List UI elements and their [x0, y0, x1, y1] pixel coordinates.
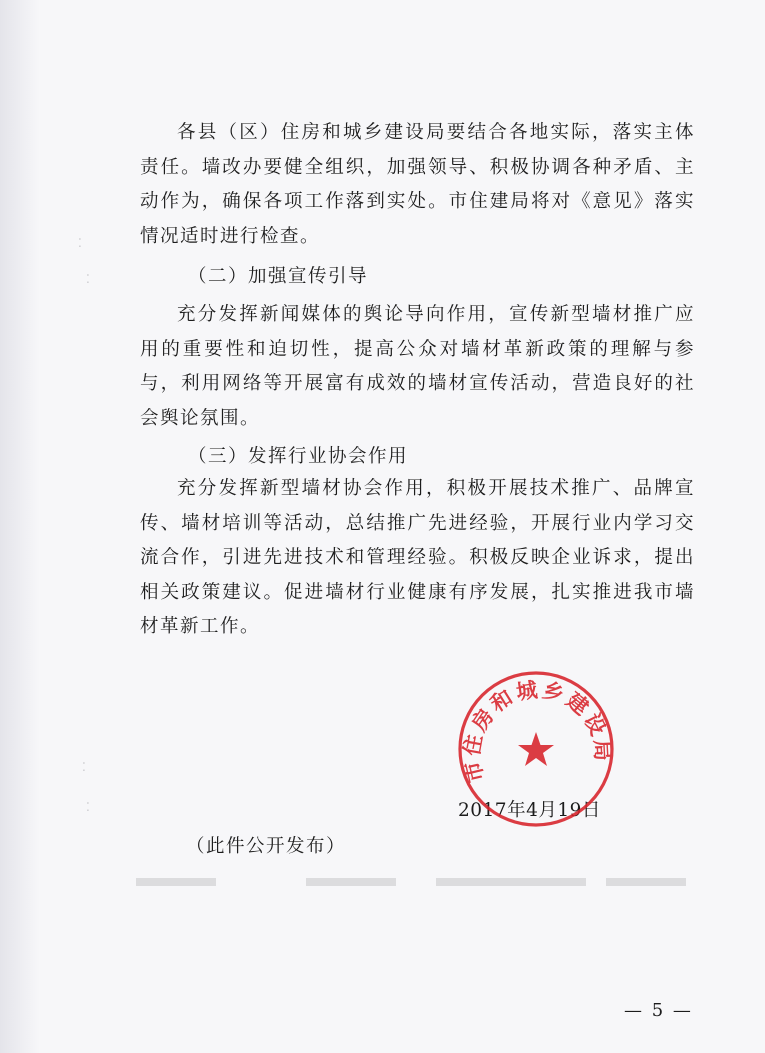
release-note: （此件公开发布） [186, 836, 347, 857]
scan-mark: ⁚ [82, 760, 86, 774]
body-paragraph-1: 各县（区）住房和城乡建设局要结合各地实际，落实主体责任。墙改办要健全组织，加强领导、积极协调各种矛盾、主动作为，确保各项工作落到实处。市住建局将对《意见》落实情况适时进行检查。 [140, 122, 695, 247]
section-heading-3: （三）发挥行业协会作用 [188, 446, 409, 467]
scan-mark: ⁚ [78, 236, 82, 250]
page-edge [0, 0, 40, 1053]
bleed-through-line [136, 872, 716, 892]
section-heading-2: （二）加强宣传引导 [188, 266, 369, 287]
body-paragraph-2: 充分发挥新闻媒体的舆论导向作用，宣传新型墙材推广应用的重要性和迫切性，提高公众对墙材革新政策的理解与参与，利用网络等开展富有成效的墙材宣传活动，营造良好的社会舆论氛围。 [140, 304, 695, 429]
seal-text: 市住房和城乡建设局 [459, 677, 615, 785]
official-seal-icon [455, 668, 617, 830]
issue-date: 2017年4月19日 [458, 800, 601, 821]
page-number: — 5 — [624, 1000, 693, 1021]
scan-mark: ⁚ [86, 272, 90, 286]
scan-mark: ⁚ [86, 800, 90, 814]
body-paragraph-3: 充分发挥新型墙材协会作用，积极开展技术推广、品牌宣传、墙材培训等活动，总结推广先进经验，开展行业内学习交流合作，引进先进技术和管理经验。积极反映企业诉求，提出相关政策建议。促进墙材行业健康有序发展，扎实推进我市墙材革新工作。 [140, 478, 695, 637]
